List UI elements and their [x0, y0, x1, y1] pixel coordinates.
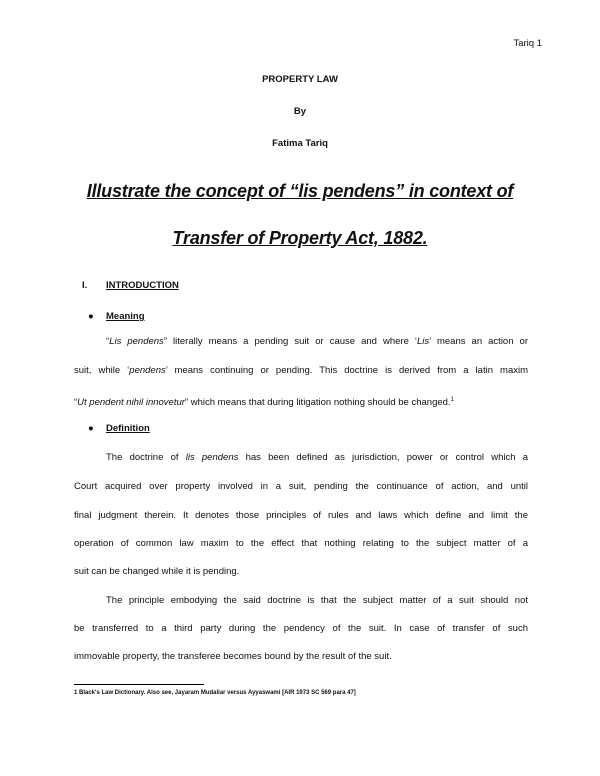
text-run: final judgment therein. It denotes those principles of rules and laws which define and limit the	[74, 510, 528, 521]
definition-p1-line-4	[74, 538, 528, 550]
definition-p2-line-1	[106, 595, 528, 607]
meaning-line-1	[106, 336, 528, 348]
text-run: suit, while ‘	[74, 365, 130, 376]
definition-heading-text: Definition	[106, 423, 150, 434]
italic-text-run: Lis pendens	[109, 336, 164, 347]
subject-title: PROPERTY LAW	[262, 74, 338, 85]
text-run: The doctrine of	[106, 452, 186, 463]
footnote-ref[interactable]: 1	[450, 397, 454, 403]
definition-heading	[88, 423, 150, 434]
definition-p1-line-5	[74, 566, 528, 578]
footnote-text: 1 Black's Law Dictionary. Also see, Jayaram Mudaliar versus Ayyaswami [AIR 1973 SC 569 para 47]	[74, 690, 356, 696]
text-run: operation of common law maxim to the effect that nothing relating to the subject matter of a	[74, 538, 528, 549]
text-run: ” which means that during litigation nothing should be changed.	[184, 397, 451, 409]
italic-text-run: pendens	[129, 365, 166, 376]
bullet-icon: ●	[88, 423, 94, 434]
text-run: immovable property, the transferee becomes bound by the result of the suit.	[74, 651, 392, 662]
by-line: By	[293, 106, 307, 117]
text-run: The principle embodying the said doctrine is that the subject matter of a suit should not	[106, 595, 528, 606]
section-number: I.	[82, 280, 88, 291]
text-run: suit can be changed while it is pending.	[74, 566, 240, 577]
section-title: INTRODUCTION	[106, 280, 179, 291]
text-run: “	[106, 336, 110, 347]
italic-text-run: Lis	[417, 336, 430, 347]
definition-p1-line-2	[74, 481, 528, 493]
text-run: ’ means continuing or pending. This doctrine is derived from a latin maxim	[165, 365, 528, 376]
essay-title-line-1: Illustrate the concept of “lis pendens” in context of	[86, 181, 514, 201]
text-run: Court acquired over property involved in a suit, pending the continuance of action, and until	[74, 481, 528, 492]
meaning-heading-text: Meaning	[106, 311, 145, 322]
meaning-line-2	[74, 365, 528, 377]
italic-text-run: lis pendens	[185, 452, 239, 463]
text-run: “	[74, 397, 78, 409]
essay-title-line-2: Transfer of Property Act, 1882.	[172, 228, 428, 248]
footnote-divider	[74, 684, 204, 685]
text-run: be transferred to a third party during the pendency of the suit. In case of transfer of such	[74, 623, 528, 634]
text-run: ’ means an action or	[429, 336, 528, 347]
text-run: has been defined as jurisdiction, power or control which a	[238, 452, 528, 463]
text-run: ” literally means a pending suit or cause and where ‘	[163, 336, 418, 347]
definition-p1-line-3	[74, 510, 528, 522]
page-header-label: Tariq 1	[513, 38, 542, 49]
section-heading	[82, 280, 179, 291]
italic-text-run: Ut pendent nihil innovetur	[77, 397, 185, 409]
meaning-heading	[88, 311, 145, 322]
definition-p2-line-2	[74, 623, 528, 635]
definition-p1-line-1	[106, 452, 528, 464]
meaning-line-3	[74, 394, 528, 409]
bullet-icon: ●	[88, 311, 94, 322]
author-name: Fatima Tariq	[272, 138, 328, 149]
definition-p2-line-3	[74, 651, 528, 663]
